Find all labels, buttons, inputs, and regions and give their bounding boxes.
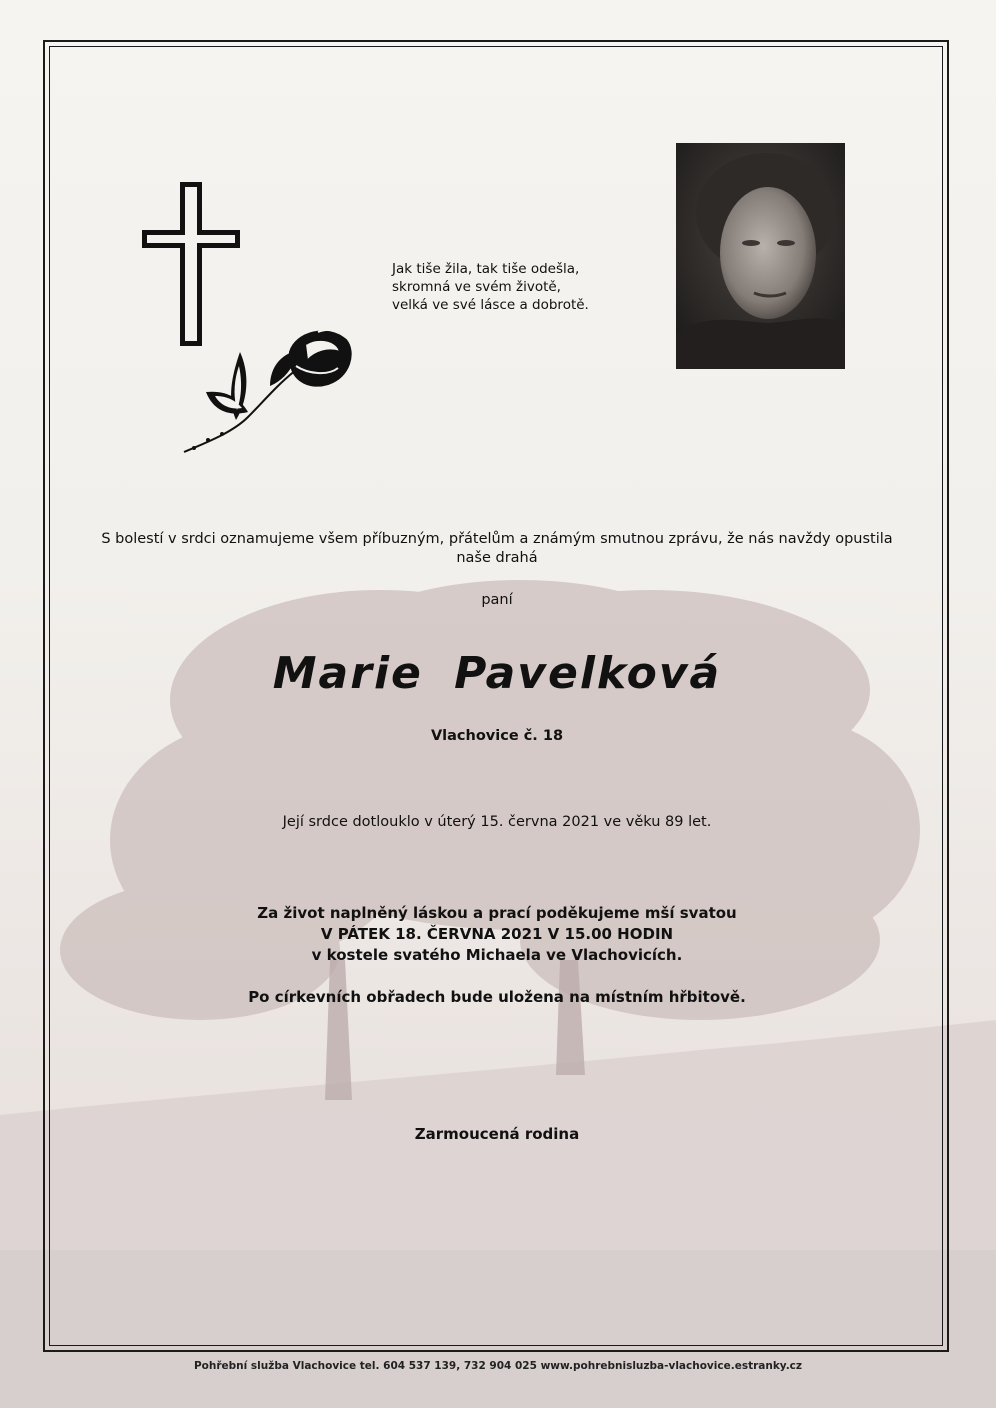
rose-icon <box>178 322 358 460</box>
announcement-line-1: S bolestí v srdci oznamujeme všem příbuzným, přátelům a známým smutnou zprávu, že nás navždy opustila <box>101 531 893 547</box>
quote-line: Jak tiše žila, tak tiše odešla, <box>392 261 580 277</box>
deceased-name: Marie Pavelková <box>272 648 722 699</box>
portrait-photo <box>676 143 845 369</box>
ceremony-details <box>50 903 944 966</box>
ceremony-line-1: Za život naplněný láskou a prací poděkujeme mší svatou <box>257 904 737 922</box>
funeral-service-footer: Pohřební služba Vlachovice tel. 604 537 139, 732 904 025 www.pohrebnisluzba-vlachovice.estranky.cz <box>193 1360 803 1372</box>
death-notice: Její srdce dotlouklo v úterý 15. června 2021 ve věku 89 let. <box>282 814 712 830</box>
ceremony-line-2: V PÁTEK 18. ČERVNA 2021 V 15.00 HODIN <box>320 925 674 943</box>
quote-line: velká ve své lásce a dobrotě. <box>392 297 589 313</box>
signature: Zarmoucená rodina <box>414 1125 580 1143</box>
ceremony-line-3: v kostele svatého Michaela ve Vlachovicích. <box>311 946 683 964</box>
announcement-text <box>50 530 944 568</box>
deceased-address: Vlachovice č. 18 <box>430 728 564 744</box>
memorial-quote <box>392 260 652 314</box>
quote-line: skromná ve svém životě, <box>392 279 561 295</box>
announcement-line-2: naše drahá <box>456 550 538 566</box>
burial-notice: Po církevních obřadech bude uložena na místním hřbitově. <box>248 988 746 1006</box>
honorific: paní <box>481 592 513 608</box>
